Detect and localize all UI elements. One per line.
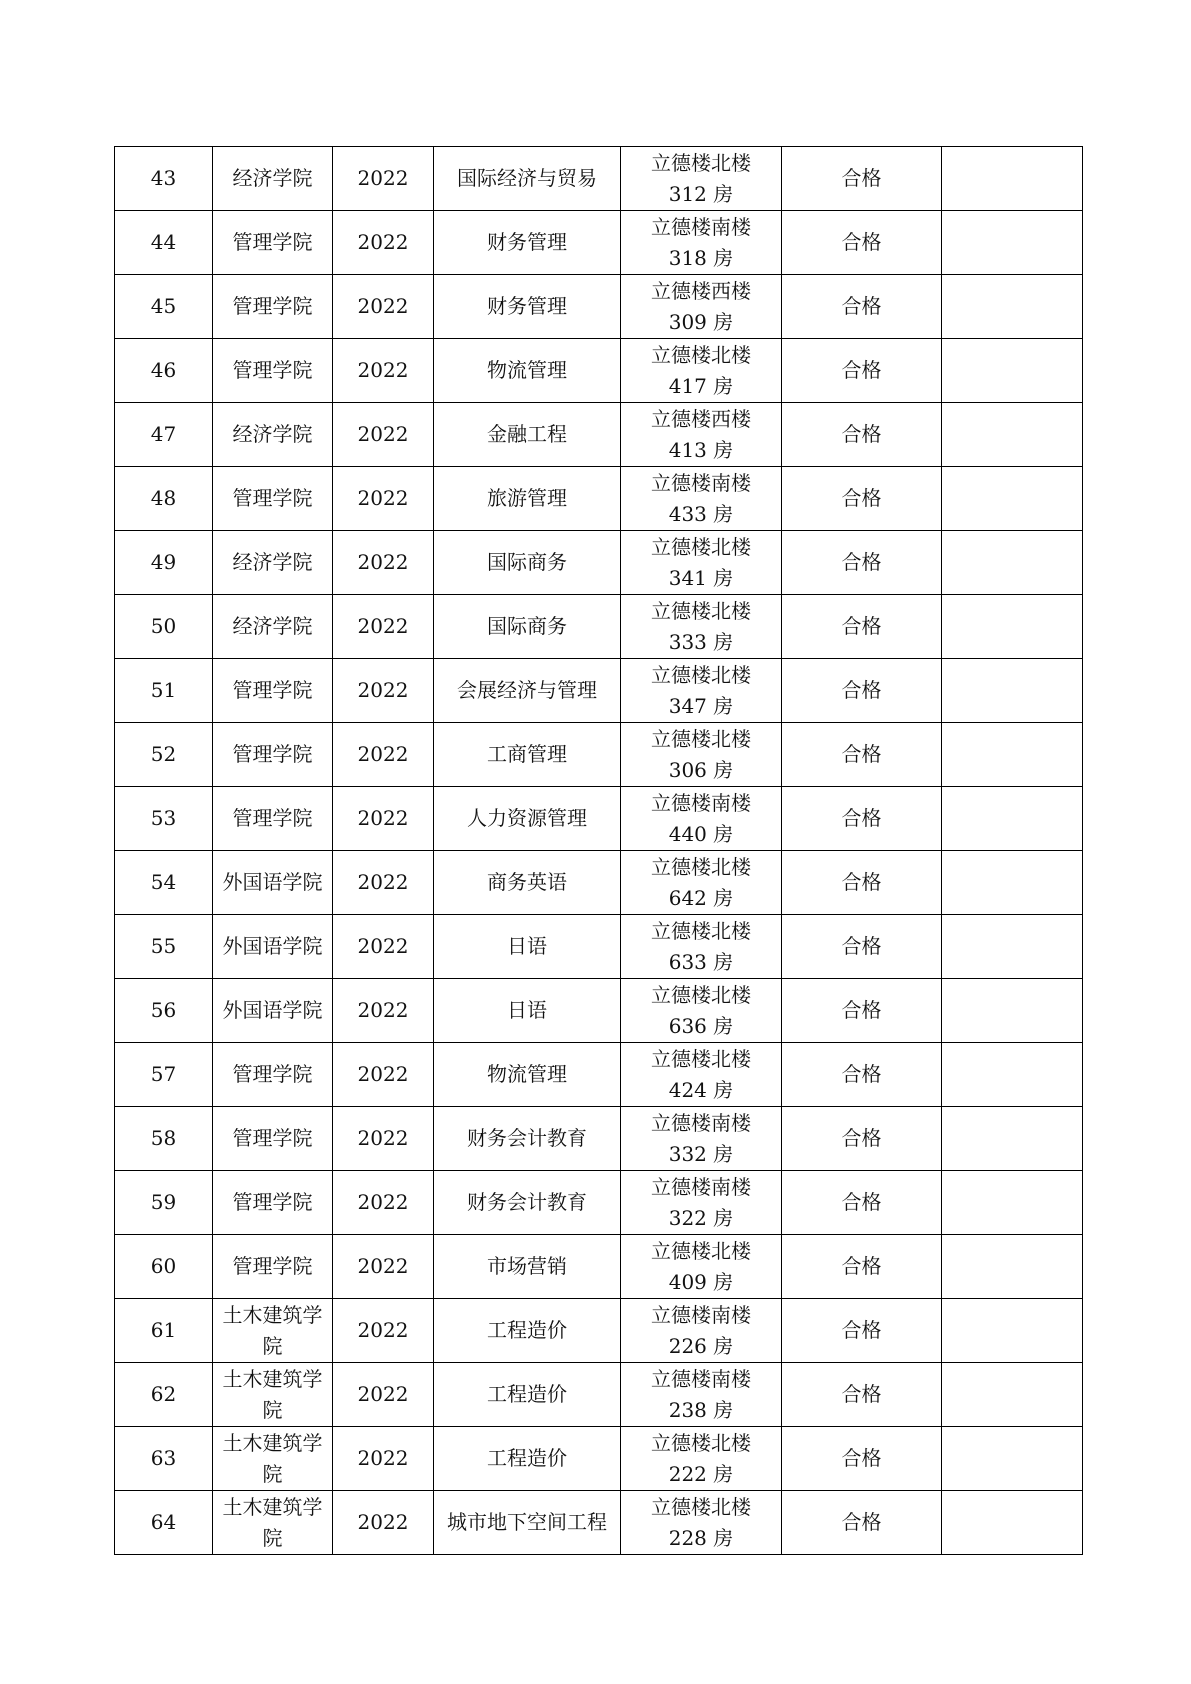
room-cell	[621, 851, 782, 915]
note-cell	[942, 339, 1083, 403]
room-number: 417 房	[668, 373, 734, 398]
room-number: 642 房	[668, 885, 734, 910]
major-cell: 工程造价	[434, 1363, 621, 1427]
room-cell	[621, 595, 782, 659]
year-cell: 2022	[333, 1043, 434, 1107]
room-number: 341 房	[668, 565, 734, 590]
result-cell: 合格	[782, 1491, 942, 1555]
room-cell	[621, 1171, 782, 1235]
college-cell: 管理学院	[213, 787, 333, 851]
room-building: 立德楼北楼	[651, 534, 751, 559]
room-building: 立德楼北楼	[651, 982, 751, 1007]
table-row	[115, 1171, 1083, 1235]
room-cell	[621, 211, 782, 275]
row-number-cell: 61	[115, 1299, 213, 1363]
room-building: 立德楼西楼	[651, 406, 751, 431]
room-building: 立德楼南楼	[651, 1302, 751, 1327]
room-building: 立德楼北楼	[651, 342, 751, 367]
college-cell: 管理学院	[213, 275, 333, 339]
year-cell: 2022	[333, 147, 434, 211]
year-cell: 2022	[333, 1427, 434, 1491]
year-cell: 2022	[333, 787, 434, 851]
result-cell: 合格	[782, 147, 942, 211]
major-cell: 财务管理	[434, 275, 621, 339]
room-cell	[621, 1363, 782, 1427]
result-cell: 合格	[782, 723, 942, 787]
college-cell: 土木建筑学院	[213, 1299, 333, 1363]
room-number: 309 房	[668, 309, 734, 334]
college-cell: 经济学院	[213, 595, 333, 659]
table-row	[115, 595, 1083, 659]
note-cell	[942, 1235, 1083, 1299]
table-row	[115, 1363, 1083, 1427]
room-building: 立德楼南楼	[651, 470, 751, 495]
year-cell: 2022	[333, 915, 434, 979]
room-number: 433 房	[668, 501, 734, 526]
row-number-cell: 62	[115, 1363, 213, 1427]
year-cell: 2022	[333, 979, 434, 1043]
room-cell	[621, 1491, 782, 1555]
room-cell	[621, 339, 782, 403]
row-number-cell: 52	[115, 723, 213, 787]
result-cell: 合格	[782, 595, 942, 659]
row-number-cell: 50	[115, 595, 213, 659]
result-cell: 合格	[782, 467, 942, 531]
note-cell	[942, 1299, 1083, 1363]
table-row	[115, 1235, 1083, 1299]
room-number: 318 房	[668, 245, 734, 270]
result-cell: 合格	[782, 1107, 942, 1171]
row-number-cell: 58	[115, 1107, 213, 1171]
row-number-cell: 60	[115, 1235, 213, 1299]
room-number: 413 房	[668, 437, 734, 462]
year-cell: 2022	[333, 1235, 434, 1299]
row-number-cell: 49	[115, 531, 213, 595]
row-number-cell: 44	[115, 211, 213, 275]
note-cell	[942, 275, 1083, 339]
table-row	[115, 339, 1083, 403]
room-cell	[621, 1235, 782, 1299]
room-number: 312 房	[668, 181, 734, 206]
note-cell	[942, 787, 1083, 851]
room-building: 立德楼西楼	[651, 278, 751, 303]
room-number: 333 房	[668, 629, 734, 654]
table-row	[115, 787, 1083, 851]
row-number-cell: 54	[115, 851, 213, 915]
note-cell	[942, 403, 1083, 467]
room-cell	[621, 915, 782, 979]
result-cell: 合格	[782, 1235, 942, 1299]
row-number-cell: 45	[115, 275, 213, 339]
room-number: 322 房	[668, 1205, 734, 1230]
room-number: 238 房	[668, 1397, 734, 1422]
table-row	[115, 915, 1083, 979]
college-cell: 管理学院	[213, 1043, 333, 1107]
room-number: 636 房	[668, 1013, 734, 1038]
year-cell: 2022	[333, 723, 434, 787]
row-number-cell: 55	[115, 915, 213, 979]
major-cell: 财务会计教育	[434, 1171, 621, 1235]
room-cell	[621, 403, 782, 467]
major-cell: 商务英语	[434, 851, 621, 915]
table-body	[115, 147, 1083, 1555]
note-cell	[942, 1107, 1083, 1171]
result-cell: 合格	[782, 659, 942, 723]
table-row	[115, 1043, 1083, 1107]
room-building: 立德楼北楼	[651, 1238, 751, 1263]
college-cell: 外国语学院	[213, 915, 333, 979]
row-number-cell: 59	[115, 1171, 213, 1235]
table-row	[115, 659, 1083, 723]
room-number: 424 房	[668, 1077, 734, 1102]
major-cell: 旅游管理	[434, 467, 621, 531]
result-cell: 合格	[782, 339, 942, 403]
result-cell: 合格	[782, 915, 942, 979]
room-cell	[621, 1427, 782, 1491]
table-row	[115, 147, 1083, 211]
result-cell: 合格	[782, 1363, 942, 1427]
note-cell	[942, 723, 1083, 787]
major-cell: 财务管理	[434, 211, 621, 275]
room-building: 立德楼南楼	[651, 214, 751, 239]
table-row	[115, 211, 1083, 275]
room-building: 立德楼北楼	[651, 918, 751, 943]
room-building: 立德楼北楼	[651, 1494, 751, 1519]
year-cell: 2022	[333, 531, 434, 595]
table-row	[115, 1491, 1083, 1555]
major-cell: 会展经济与管理	[434, 659, 621, 723]
year-cell: 2022	[333, 275, 434, 339]
college-cell: 管理学院	[213, 1171, 333, 1235]
table-row	[115, 531, 1083, 595]
college-cell: 管理学院	[213, 211, 333, 275]
room-number: 228 房	[668, 1525, 734, 1550]
college-cell: 外国语学院	[213, 979, 333, 1043]
room-building: 立德楼北楼	[651, 1430, 751, 1455]
row-number-cell: 53	[115, 787, 213, 851]
year-cell: 2022	[333, 1107, 434, 1171]
row-number-cell: 64	[115, 1491, 213, 1555]
year-cell: 2022	[333, 659, 434, 723]
room-building: 立德楼北楼	[651, 1046, 751, 1071]
major-cell: 国际商务	[434, 595, 621, 659]
major-cell: 城市地下空间工程	[434, 1491, 621, 1555]
result-cell: 合格	[782, 1427, 942, 1491]
major-cell: 国际经济与贸易	[434, 147, 621, 211]
college-cell: 管理学院	[213, 659, 333, 723]
row-number-cell: 51	[115, 659, 213, 723]
major-cell: 财务会计教育	[434, 1107, 621, 1171]
result-cell: 合格	[782, 275, 942, 339]
college-cell: 经济学院	[213, 531, 333, 595]
year-cell: 2022	[333, 467, 434, 531]
table-row	[115, 723, 1083, 787]
room-number: 222 房	[668, 1461, 734, 1486]
note-cell	[942, 211, 1083, 275]
note-cell	[942, 851, 1083, 915]
room-number: 306 房	[668, 757, 734, 782]
note-cell	[942, 979, 1083, 1043]
row-number-cell: 56	[115, 979, 213, 1043]
room-number: 409 房	[668, 1269, 734, 1294]
room-building: 立德楼南楼	[651, 790, 751, 815]
room-number: 226 房	[668, 1333, 734, 1358]
room-cell	[621, 1107, 782, 1171]
note-cell	[942, 531, 1083, 595]
major-cell: 物流管理	[434, 1043, 621, 1107]
room-building: 立德楼北楼	[651, 662, 751, 687]
room-building: 立德楼北楼	[651, 854, 751, 879]
major-cell: 金融工程	[434, 403, 621, 467]
room-number: 332 房	[668, 1141, 734, 1166]
year-cell: 2022	[333, 211, 434, 275]
room-cell	[621, 659, 782, 723]
room-cell	[621, 1043, 782, 1107]
room-building: 立德楼北楼	[651, 150, 751, 175]
row-number-cell: 43	[115, 147, 213, 211]
room-building: 立德楼南楼	[651, 1110, 751, 1135]
room-cell	[621, 467, 782, 531]
college-cell: 管理学院	[213, 1235, 333, 1299]
major-cell: 物流管理	[434, 339, 621, 403]
result-cell: 合格	[782, 1299, 942, 1363]
room-building: 立德楼南楼	[651, 1174, 751, 1199]
year-cell: 2022	[333, 1299, 434, 1363]
college-cell: 管理学院	[213, 339, 333, 403]
major-cell: 市场营销	[434, 1235, 621, 1299]
room-number: 440 房	[668, 821, 734, 846]
college-cell: 经济学院	[213, 147, 333, 211]
result-cell: 合格	[782, 787, 942, 851]
note-cell	[942, 1427, 1083, 1491]
room-number: 347 房	[668, 693, 734, 718]
note-cell	[942, 147, 1083, 211]
table-row	[115, 1107, 1083, 1171]
room-building: 立德楼北楼	[651, 726, 751, 751]
table-row	[115, 275, 1083, 339]
table-row	[115, 851, 1083, 915]
college-cell: 管理学院	[213, 467, 333, 531]
table-row	[115, 1299, 1083, 1363]
year-cell: 2022	[333, 1171, 434, 1235]
table-row	[115, 979, 1083, 1043]
year-cell: 2022	[333, 403, 434, 467]
note-cell	[942, 595, 1083, 659]
room-cell	[621, 147, 782, 211]
major-cell: 工程造价	[434, 1427, 621, 1491]
college-cell: 土木建筑学院	[213, 1427, 333, 1491]
dormitory-inspection-table	[114, 146, 1083, 1555]
table-row	[115, 403, 1083, 467]
note-cell	[942, 1363, 1083, 1427]
major-cell: 工商管理	[434, 723, 621, 787]
major-cell: 工程造价	[434, 1299, 621, 1363]
note-cell	[942, 659, 1083, 723]
year-cell: 2022	[333, 339, 434, 403]
result-cell: 合格	[782, 851, 942, 915]
result-cell: 合格	[782, 1171, 942, 1235]
note-cell	[942, 1491, 1083, 1555]
row-number-cell: 46	[115, 339, 213, 403]
college-cell: 管理学院	[213, 1107, 333, 1171]
room-cell	[621, 723, 782, 787]
note-cell	[942, 915, 1083, 979]
table-row	[115, 467, 1083, 531]
result-cell: 合格	[782, 403, 942, 467]
note-cell	[942, 467, 1083, 531]
college-cell: 管理学院	[213, 723, 333, 787]
year-cell: 2022	[333, 1491, 434, 1555]
college-cell: 土木建筑学院	[213, 1491, 333, 1555]
row-number-cell: 47	[115, 403, 213, 467]
major-cell: 国际商务	[434, 531, 621, 595]
row-number-cell: 48	[115, 467, 213, 531]
result-cell: 合格	[782, 211, 942, 275]
row-number-cell: 63	[115, 1427, 213, 1491]
room-cell	[621, 531, 782, 595]
room-cell	[621, 275, 782, 339]
room-building: 立德楼北楼	[651, 598, 751, 623]
major-cell: 日语	[434, 915, 621, 979]
year-cell: 2022	[333, 851, 434, 915]
room-building: 立德楼南楼	[651, 1366, 751, 1391]
result-cell: 合格	[782, 1043, 942, 1107]
major-cell: 人力资源管理	[434, 787, 621, 851]
row-number-cell: 57	[115, 1043, 213, 1107]
college-cell: 经济学院	[213, 403, 333, 467]
room-number: 633 房	[668, 949, 734, 974]
year-cell: 2022	[333, 595, 434, 659]
table-row	[115, 1427, 1083, 1491]
result-cell: 合格	[782, 531, 942, 595]
room-cell	[621, 787, 782, 851]
note-cell	[942, 1043, 1083, 1107]
year-cell: 2022	[333, 1363, 434, 1427]
room-cell	[621, 979, 782, 1043]
note-cell	[942, 1171, 1083, 1235]
result-cell: 合格	[782, 979, 942, 1043]
room-cell	[621, 1299, 782, 1363]
college-cell: 土木建筑学院	[213, 1363, 333, 1427]
college-cell: 外国语学院	[213, 851, 333, 915]
major-cell: 日语	[434, 979, 621, 1043]
